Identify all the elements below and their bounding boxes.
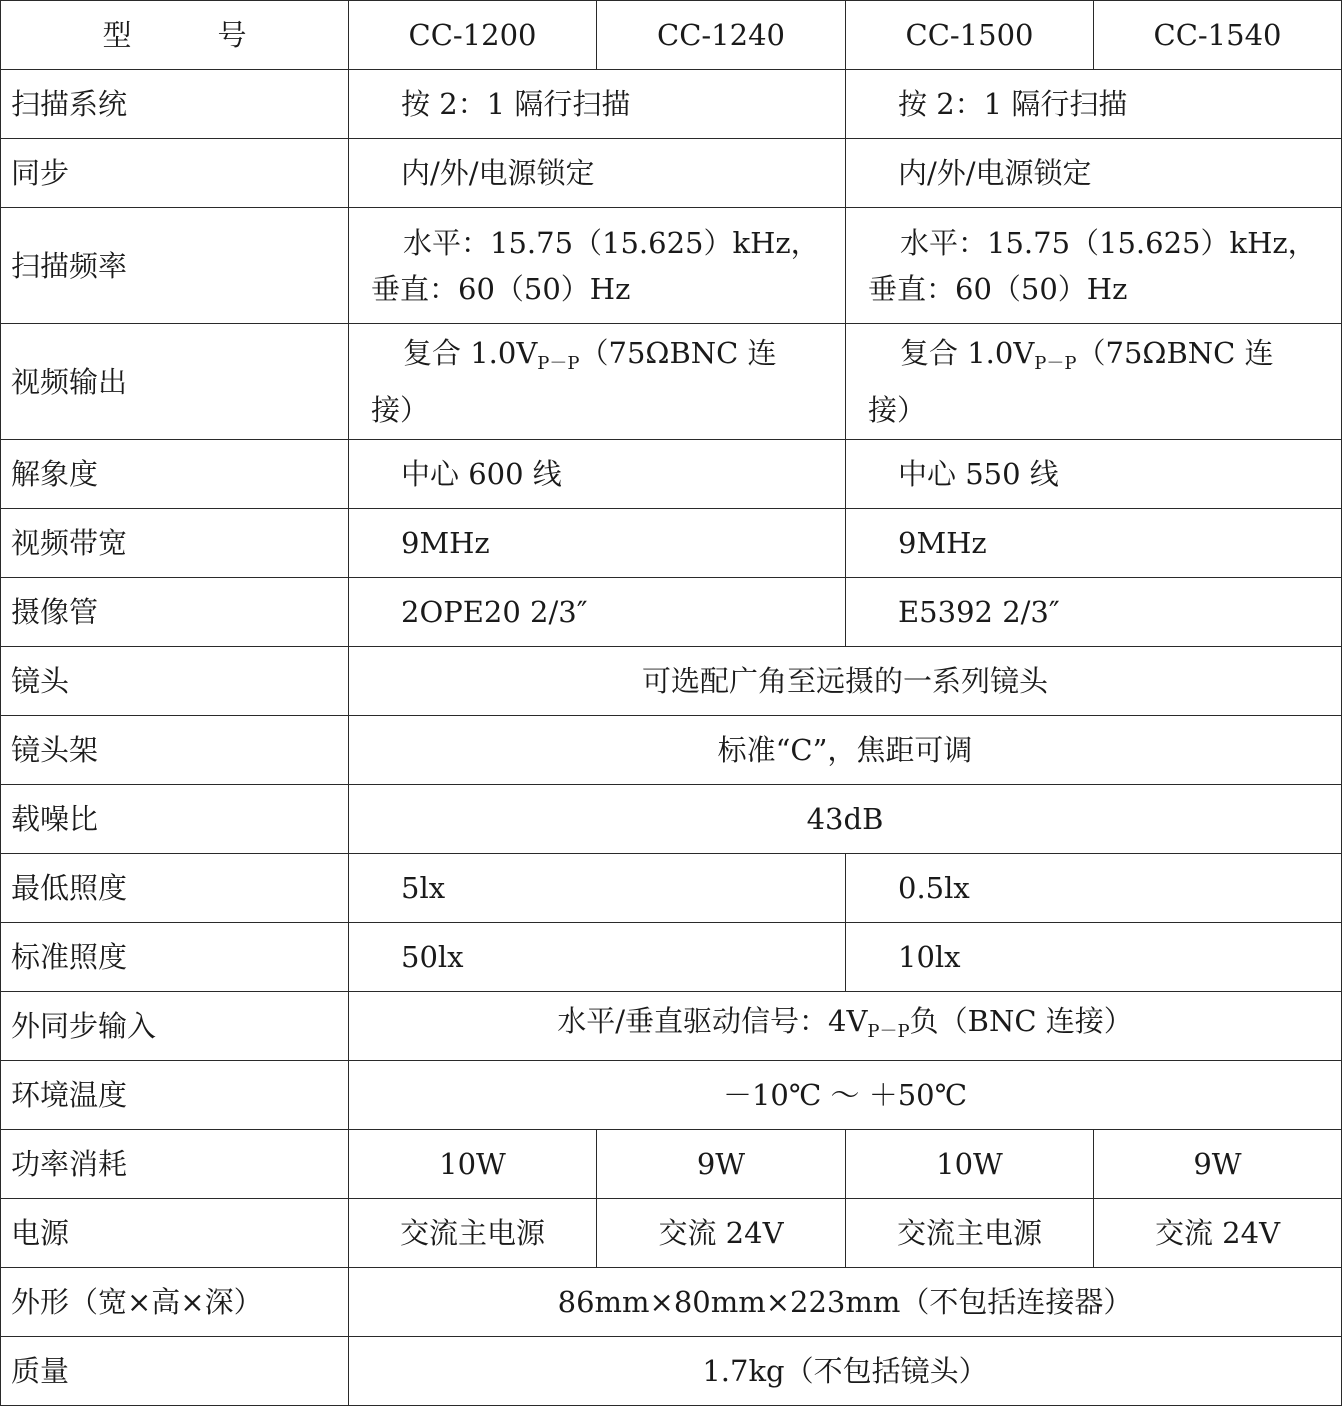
row-resolution [1, 440, 1342, 509]
row-std-illumination [1, 923, 1342, 992]
row-label: 视频输出 [1, 324, 349, 440]
cell-value: 内/外/电源锁定 [349, 139, 846, 208]
row-label: 载噪比 [1, 785, 349, 854]
row-dimensions [1, 1268, 1342, 1337]
row-video-bandwidth [1, 509, 1342, 578]
cell-value: 43dB [349, 785, 1342, 854]
cell-value: 9W [1094, 1130, 1342, 1199]
cell-value: 交流 24V [597, 1199, 846, 1268]
cell-value [349, 324, 846, 440]
row-label: 摄像管 [1, 578, 349, 647]
row-lens [1, 647, 1342, 716]
row-label: 外同步输入 [1, 992, 349, 1061]
cell-line: 水平：15.75（15.625）kHz， [403, 225, 820, 260]
model-cc-1500: CC-1500 [846, 1, 1094, 70]
row-label: 环境温度 [1, 1061, 349, 1130]
row-label: 视频带宽 [1, 509, 349, 578]
cell-line: 接） [868, 393, 927, 427]
cell-value: E5392 2/3″ [846, 578, 1342, 647]
row-snr [1, 785, 1342, 854]
row-ambient-temperature [1, 1061, 1342, 1130]
cell-value [846, 208, 1342, 324]
row-label: 扫描系统 [1, 70, 349, 139]
row-label: 标准照度 [1, 923, 349, 992]
model-cc-1200: CC-1200 [349, 1, 597, 70]
row-lens-mount [1, 716, 1342, 785]
row-video-output [1, 324, 1342, 440]
cell-value: 交流主电源 [846, 1199, 1094, 1268]
row-label: 扫描频率 [1, 208, 349, 324]
cell-value: 1.7kg（不包括镜头） [349, 1337, 1342, 1406]
cell-value [846, 324, 1342, 440]
row-min-illumination [1, 854, 1342, 923]
row-label: 质量 [1, 1337, 349, 1406]
row-scan-frequency [1, 208, 1342, 324]
cell-value: 0.5lx [846, 854, 1342, 923]
cell-value: 5lx [349, 854, 846, 923]
row-label: 解象度 [1, 440, 349, 509]
cell-value: 可选配广角至远摄的一系列镜头 [349, 647, 1342, 716]
cell-value: 10W [846, 1130, 1094, 1199]
row-sync [1, 139, 1342, 208]
cell-value: －10℃ ～ ＋50℃ [349, 1061, 1342, 1130]
model-header-label: 型 号 [1, 1, 349, 70]
model-cc-1540: CC-1540 [1094, 1, 1342, 70]
row-external-sync [1, 992, 1342, 1061]
cell-value: 50lx [349, 923, 846, 992]
cell-value: 86mm×80mm×223mm（不包括连接器） [349, 1268, 1342, 1337]
cell-value: 9MHz [846, 509, 1342, 578]
model-cc-1240: CC-1240 [597, 1, 846, 70]
cell-line: 复合 $1.0V_{P-P}(75\Omega BNC$ 连 [900, 336, 1274, 374]
cell-value: 中心 550 线 [846, 440, 1342, 509]
cell-value: 中心 600 线 [349, 440, 846, 509]
row-label: 镜头 [1, 647, 349, 716]
cell-value: 标准“C”，焦距可调 [349, 716, 1342, 785]
header-row [1, 1, 1342, 70]
row-label: 最低照度 [1, 854, 349, 923]
row-power-supply [1, 1199, 1342, 1268]
cell-value: 内/外/电源锁定 [846, 139, 1342, 208]
cell-value: 10lx [846, 923, 1342, 992]
row-scan-system [1, 70, 1342, 139]
row-label: 功率消耗 [1, 1130, 349, 1199]
cell-line: 垂直：60（50）Hz [371, 271, 631, 306]
cell-line: 水平：15.75（15.625）kHz， [900, 225, 1317, 260]
cell-value: 2OPE20 2/3″ [349, 578, 846, 647]
cell-value: 水平/垂直驱动信号：$4V_{P-P}$负（BNC 连接） [349, 992, 1342, 1061]
row-label: 同步 [1, 139, 349, 208]
row-camera-tube [1, 578, 1342, 647]
row-power-consumption [1, 1130, 1342, 1199]
cell-value: 9MHz [349, 509, 846, 578]
row-label: 电源 [1, 1199, 349, 1268]
cell-value: 按 2：1 隔行扫描 [349, 70, 846, 139]
cell-value [349, 208, 846, 324]
cell-value: 按 2：1 隔行扫描 [846, 70, 1342, 139]
row-weight [1, 1337, 1342, 1406]
cell-line: 垂直：60（50）Hz [868, 271, 1128, 306]
cell-value: 交流主电源 [349, 1199, 597, 1268]
row-label: 镜头架 [1, 716, 349, 785]
cell-value: 10W [349, 1130, 597, 1199]
cell-value: 交流 24V [1094, 1199, 1342, 1268]
cell-line: 复合 $1.0V_{P-P}(75\Omega BNC$ 连 [403, 336, 777, 374]
row-label: 外形（宽×高×深） [1, 1268, 349, 1337]
cell-line: 接） [371, 393, 430, 427]
cell-value: 9W [597, 1130, 846, 1199]
